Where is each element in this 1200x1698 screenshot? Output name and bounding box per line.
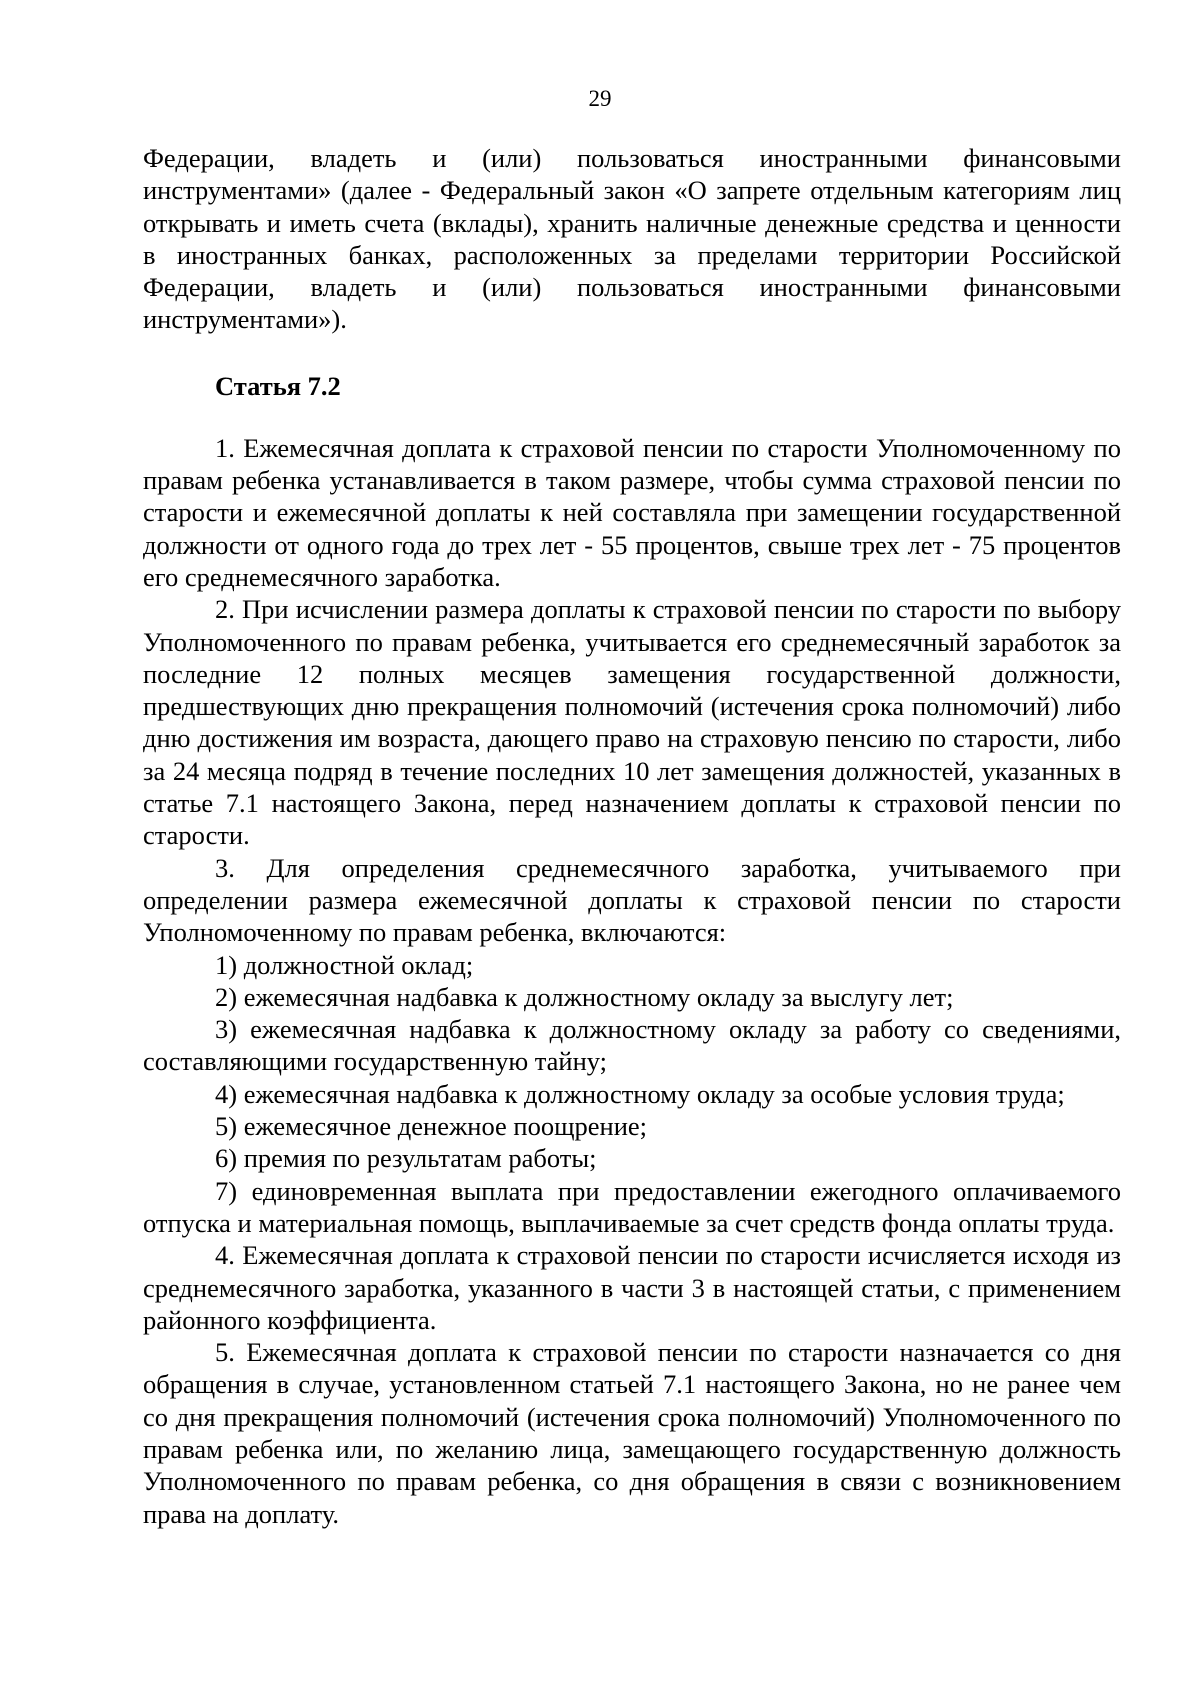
list-item-4: 4) ежемесячная надбавка к должностному окладу за особые условия труда; [215,1078,1065,1109]
intro-paragraph: Федерации, владеть и (или) пользоваться иностранными финансовыми инструментами» (далее - Федеральный закон «О запрете отдельным категориям лиц открывать и иметь счета (вклады), хранить наличные денежные средства и ценности в иностранных банках, расположенных за пределами территории Российской Федерации, владеть и (или) пользоваться иностранными финансовыми инструментами»). [143,143,1121,335]
list-item-2: 2) ежемесячная надбавка к должностному окладу за выслугу лет; [215,981,954,1012]
article-paragraph-2: 2. При исчислении размера доплаты к страховой пенсии по старости по выбору Уполномоченного по правам ребенка, учитывается его среднемесячный заработок за последние 12 полных месяцев замещения государственной должности, предшествующих дню прекращения полномочий (истечения срока полномочий) либо дню достижения им возраста, дающего право на страховую пенсию по старости, либо за 24 месяца подряд в течение последних 10 лет замещения должностей, указанных в статье 7.1 настоящего Закона, перед назначением доплаты к страховой пенсии по старости. [143,594,1121,851]
article-title: Статья 7.2 [215,370,341,401]
article-paragraph-4: 4. Ежемесячная доплата к страховой пенсии по старости исчисляется исходя из среднемесячного заработка, указанного в части 3 в настоящей статьи, с применением районного коэффициента. [143,1240,1121,1335]
list-item-5: 5) ежемесячное денежное поощрение; [215,1111,648,1142]
article-paragraph-5: 5. Ежемесячная доплата к страховой пенсии по старости назначается со дня обращения в случае, установленном статьей 7.1 настоящего Закона, но не ранее чем со дня прекращения полномочий (истечения срока полномочий) Уполномоченного по правам ребенка или, по желанию лица, замещающего государственную должность Уполномоченного по правам ребенка, со дня обращения в связи с возникновением права на доплату. [143,1337,1121,1529]
document-body [143,142,1121,1530]
list-item-7: 7) единовременная выплата при предоставлении ежегодного оплачиваемого отпуска и материальная помощь, выплачиваемые за счет средств фонда оплаты труда. [143,1175,1121,1238]
page-number: 29 [588,86,612,111]
article-paragraph-1: 1. Ежемесячная доплата к страховой пенсии по старости Уполномоченному по правам ребенка устанавливается в таком размере, чтобы сумма страховой пенсии по старости и ежемесячной доплаты к ней составляла при замещении государственной должности от одного года до трех лет - 55 процентов, свыше трех лет - 75 процентов его среднемесячного заработка. [143,432,1121,592]
list-item-1: 1) должностной оклад; [215,949,474,980]
list-item-6: 6) премия по результатам работы; [215,1143,597,1174]
article-paragraph-3: 3. Для определения среднемесячного заработка, учитываемого при определении размера ежемесячной доплаты к страховой пенсии по старости Уполномоченному по правам ребенка, включаются: [143,852,1121,948]
list-item-3: 3) ежемесячная надбавка к должностному окладу за работу со сведениями, составляющими государственную тайну; [143,1014,1121,1077]
